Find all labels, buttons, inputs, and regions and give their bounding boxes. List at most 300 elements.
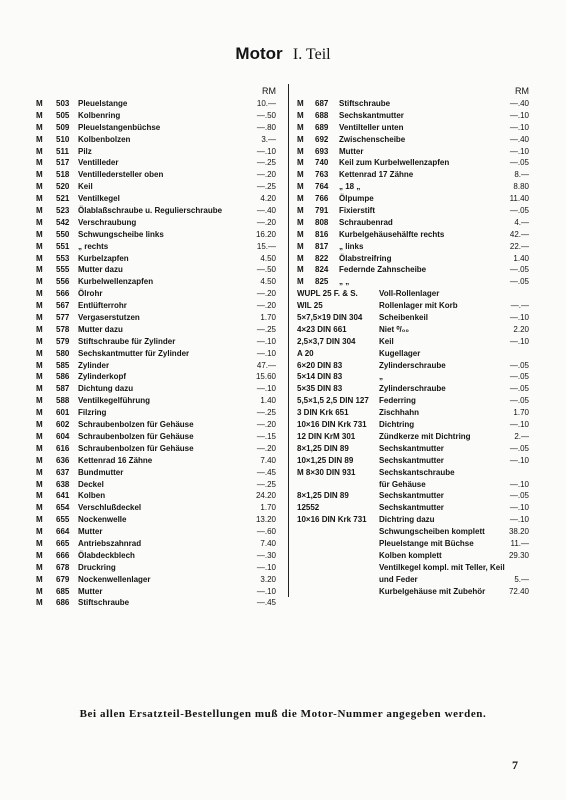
part-number: 503 [56,99,70,108]
part-name: „ [379,372,383,382]
part-name: Bundmutter [78,467,124,477]
part-price: —.40 [256,206,276,216]
part-code: M [297,158,304,168]
part-row [36,264,276,276]
part-code: M [36,324,43,334]
part-code: M [36,241,43,251]
part-code: M [36,158,43,168]
part-name: Schraubenbolzen für Gehäuse [78,443,194,453]
part-price: —.10 [509,479,529,489]
part-price: 1.70 [260,503,276,513]
part-code: M [36,229,43,239]
part-name: Nockenwelle [78,515,127,525]
part-name: Schwungscheibe links [78,229,164,239]
part-price: —.05 [509,277,529,287]
part-number: 638 [56,479,70,489]
part-name: Antriebszahnrad [78,538,142,548]
part-price: 10.— [256,99,276,108]
part-name: Pleuelstange [78,99,128,108]
part-number: 567 [56,301,70,311]
part-row [36,514,276,526]
part-row [291,443,529,455]
part-number: 664 [56,527,70,537]
part-row [36,253,276,265]
part-code: 10×16 DIN Krk 731 [297,515,367,525]
part-name: Sechskantmutter für Zylinder [78,348,190,358]
part-name: Kolbenbolzen [78,134,131,144]
part-code: M [36,206,43,216]
part-price: —.30 [256,550,276,560]
part-row [36,193,276,205]
part-name: Mutter dazu [78,265,123,275]
part-code: M [36,134,43,144]
part-price: —.05 [509,443,529,453]
part-code: M [297,122,304,132]
part-price: 4.50 [260,277,276,287]
part-price: —.05 [509,384,529,394]
part-code: M [36,574,43,584]
part-row [36,479,276,491]
part-number: 578 [56,324,70,334]
part-code: M [297,206,304,216]
part-code: M [36,265,43,275]
part-row [36,98,276,110]
part-row [291,181,529,193]
part-code: 10×1,25 DIN 89 [297,455,354,465]
part-number: 817 [315,241,329,251]
part-name: Federring [379,396,416,406]
part-name: Keil zum Kurbelwellenzapfen [339,158,450,168]
part-price: —.05 [509,265,529,275]
part-number: 641 [56,491,70,501]
currency-header-right: RM [515,86,529,96]
part-code: M [297,265,304,275]
part-name: Verschraubung [78,217,137,227]
part-name: Sechskantmutter [379,443,444,453]
part-row [291,98,529,110]
part-code: M [297,110,304,120]
part-number: 692 [315,134,329,144]
part-row [291,229,529,241]
part-code: M [297,170,304,180]
part-price: —.05 [509,396,529,406]
part-name: Mutter [339,146,364,156]
part-number: 550 [56,229,70,239]
part-row [36,538,276,550]
part-name: „ 18 „ [339,182,361,192]
part-name: Kolben [78,491,106,501]
part-name: Ventilteller unten [339,122,404,132]
part-row [36,395,276,407]
part-number: 825 [315,277,329,287]
part-number: 688 [315,110,329,120]
part-price: —.10 [509,146,529,156]
part-name: Zylinderschraube [379,360,446,370]
part-row [291,110,529,122]
part-name: Kettenrad 17 Zähne [339,170,414,180]
part-number: 685 [56,586,70,596]
part-row [36,169,276,181]
part-row [291,562,529,574]
part-code: M [36,408,43,418]
part-code: M [36,253,43,263]
part-price: —.10 [256,384,276,394]
part-name: Ventilleder [78,158,119,168]
part-number: 686 [56,598,70,608]
part-name: Kurbelgehäusehälfte rechts [339,229,445,239]
part-code: M [297,241,304,251]
part-price: —.40 [509,134,529,144]
part-row [36,300,276,312]
part-number: 587 [56,384,70,394]
part-row [36,324,276,336]
part-row [36,157,276,169]
part-price: —.05 [509,491,529,501]
part-number: 510 [56,134,70,144]
part-code: M [36,562,43,572]
part-row [291,300,529,312]
part-price: —.25 [256,158,276,168]
part-row [291,455,529,467]
part-code: M [36,217,43,227]
part-row [291,371,529,383]
part-price: —.— [510,301,529,311]
part-code: M [36,99,43,108]
part-price: 72.40 [508,586,529,596]
part-name: Sechskantschraube [379,467,455,477]
part-name: Pleuelstange mit Büchse [379,538,474,548]
part-row [291,324,529,336]
title-main: Motor [235,44,283,63]
part-code: 2,5×3,7 DIN 304 [297,336,356,346]
part-row [36,467,276,479]
part-price: 1.40 [513,253,529,263]
part-price: 16.20 [255,229,276,239]
part-number: 602 [56,420,70,430]
part-price: —.05 [509,158,529,168]
part-name: Kugellager [379,348,421,358]
part-code: M [297,217,304,227]
part-row [291,490,529,502]
part-row [36,181,276,193]
page-title [0,44,566,65]
part-row [36,455,276,467]
part-row [291,241,529,253]
part-number: 740 [315,158,329,168]
part-number: 518 [56,170,70,180]
part-code: M [297,99,304,108]
part-code: M [36,301,43,311]
part-name: Kolbenring [78,110,121,120]
part-code: M [36,146,43,156]
part-code: M 8×30 DIN 931 [297,467,356,477]
right-parts-column [288,84,529,597]
part-price: —.20 [256,217,276,227]
part-name: Zylinderkopf [78,372,127,382]
part-row [36,205,276,217]
part-number: 517 [56,158,70,168]
part-row [291,193,529,205]
part-number: 520 [56,182,70,192]
part-name: Druckring [78,562,116,572]
part-price: 38.20 [508,527,529,537]
right-parts-list [291,98,529,597]
part-price: —.45 [256,598,276,608]
part-row [36,586,276,598]
part-number: 566 [56,289,70,299]
part-number: 505 [56,110,70,120]
part-name: Keil [379,336,394,346]
part-row [291,502,529,514]
part-code: M [36,170,43,180]
part-code: 8×1,25 DIN 89 [297,443,349,453]
part-price: 29.30 [508,550,529,560]
part-row [291,264,529,276]
part-price: —.05 [509,372,529,382]
part-row [36,371,276,383]
part-row [291,395,529,407]
part-name: für Gehäuse [379,479,426,489]
page-number: 7 [512,758,518,772]
part-number: 521 [56,194,70,204]
part-code: M [36,313,43,323]
part-price: —.05 [509,360,529,370]
part-row [291,467,529,479]
part-row [36,407,276,419]
currency-header-left: RM [262,86,276,96]
part-row [36,348,276,360]
part-price: —.10 [509,503,529,513]
part-row [36,336,276,348]
part-number: 654 [56,503,70,513]
part-number: 824 [315,265,329,275]
part-code: M [297,277,304,287]
part-row [36,574,276,586]
part-price: 7.40 [260,538,276,548]
part-price: 3.— [261,134,276,144]
part-code: M [36,194,43,204]
part-name: Sechskantmutter [379,455,444,465]
part-row [291,538,529,550]
part-number: 601 [56,408,70,418]
part-code: WIL 25 [297,301,323,311]
part-number: 808 [315,217,329,227]
part-number: 579 [56,336,70,346]
part-code: A 20 [297,348,314,358]
part-price: —.25 [256,182,276,192]
part-price: —.10 [256,586,276,596]
part-code: 6×20 DIN 83 [297,360,343,370]
part-row [36,110,276,122]
part-row [291,586,529,598]
part-name: Stiftschraube [339,99,391,108]
part-name: Zylinderschraube [379,384,446,394]
part-number: 822 [315,253,329,263]
part-code: 4×23 DIN 661 [297,324,347,334]
part-row [36,419,276,431]
part-number: 509 [56,122,70,132]
part-price: —.40 [509,99,529,108]
part-row [36,360,276,372]
part-row [291,169,529,181]
part-number: 551 [56,241,70,251]
part-row [36,490,276,502]
part-name: Zylinder [78,360,110,370]
part-number: 555 [56,265,70,275]
part-number: 689 [315,122,329,132]
part-number: 678 [56,562,70,572]
part-name: Sechskantmutter [379,491,444,501]
part-row [291,419,529,431]
part-number: 636 [56,455,70,465]
part-price: 15.— [256,241,276,251]
part-number: 763 [315,170,329,180]
part-code: M [297,134,304,144]
part-price: 4.20 [260,194,276,204]
part-row [291,312,529,324]
part-code: M [36,348,43,358]
part-price: 1.70 [260,313,276,323]
part-name: Nockenwellenlager [78,574,151,584]
part-row [36,276,276,288]
part-price: —.10 [256,146,276,156]
part-number: 580 [56,348,70,358]
part-number: 679 [56,574,70,584]
part-code: M [297,253,304,263]
part-number: 604 [56,431,70,441]
part-price: —.10 [256,348,276,358]
part-code: M [36,527,43,537]
part-price: 3.20 [260,574,276,584]
part-number: 511 [56,146,69,156]
part-code: M [36,420,43,430]
part-price: 4.50 [260,253,276,263]
part-price: —.45 [256,467,276,477]
part-code: M [36,550,43,560]
part-name: Vergaserstutzen [78,313,140,323]
part-row [291,514,529,526]
part-number: 766 [315,194,329,204]
part-price: —.10 [509,122,529,132]
part-name: Kurbelgehäuse mit Zubehör [379,586,486,596]
part-name: Kurbelzapfen [78,253,129,263]
part-price: —.10 [256,336,276,346]
part-price: 8.— [514,170,529,180]
part-number: 816 [315,229,329,239]
part-code: 12 DIN KrM 301 [297,431,356,441]
part-name: Schraubenbolzen für Gehäuse [78,420,194,430]
part-code: M [297,182,304,192]
part-name: Zündkerze mit Dichtring [379,431,471,441]
part-code: M [36,110,43,120]
part-row [36,550,276,562]
part-row [291,157,529,169]
part-row [291,360,529,372]
part-row [36,443,276,455]
part-row [36,217,276,229]
part-number: 687 [315,99,329,108]
part-name: Mutter [78,586,103,596]
part-row [291,574,529,586]
part-row [291,550,529,562]
part-name: „ rechts [78,241,109,251]
part-number: 523 [56,206,70,216]
part-code: M [36,479,43,489]
part-name: Rollenlager mit Korb [379,301,458,311]
part-name: „ links [339,241,364,251]
part-row [36,597,276,609]
part-name: und Feder [379,574,418,584]
part-number: 655 [56,515,70,525]
part-number: 586 [56,372,70,382]
part-code: 3 DIN Krk 651 [297,408,349,418]
part-number: 693 [315,146,329,156]
part-name: Ventilledersteller oben [78,170,164,180]
part-code: M [297,146,304,156]
part-code: 10×16 DIN Krk 731 [297,420,367,430]
part-price: 24.20 [255,491,276,501]
part-name: Kettenrad 16 Zähne [78,455,153,465]
part-row [291,276,529,288]
part-number: 616 [56,443,70,453]
part-name: Zwischenscheibe [339,134,406,144]
part-row [291,431,529,443]
part-number: 665 [56,538,70,548]
part-code: M [36,289,43,299]
part-name: Mutter dazu [78,324,123,334]
part-name: Sechskantmutter [339,110,404,120]
part-row [36,122,276,134]
part-code: M [36,491,43,501]
part-row [36,146,276,158]
part-price: —.10 [256,562,276,572]
part-code: M [36,396,43,406]
part-price: —.10 [509,455,529,465]
part-price: —.20 [256,301,276,311]
part-price: 8.80 [513,182,529,192]
part-name: Schraubenbolzen für Gehäuse [78,431,194,441]
part-code: M [297,229,304,239]
part-price: —.20 [256,420,276,430]
part-name: Scheibenkeil [379,313,428,323]
part-name: Niet ⁰/₀₀ [379,324,409,334]
part-code: M [36,384,43,394]
part-name: Voll-Rollenlager [379,289,440,299]
part-price: —.10 [509,336,529,346]
part-price: —.60 [256,527,276,537]
part-code: M [36,598,43,608]
part-name: Keil [78,182,93,192]
part-name: Dichtring dazu [379,515,435,525]
part-code: M [36,431,43,441]
part-row [36,312,276,324]
part-code: 5×35 DIN 83 [297,384,343,394]
part-price: —.50 [256,110,276,120]
part-name: Fixierstift [339,206,376,216]
part-row [36,502,276,514]
part-code: 5×7,5×19 DIN 304 [297,313,363,323]
part-name: Stiftschraube [78,598,130,608]
part-name: Sechskantmutter [379,503,444,513]
part-code: M [36,372,43,382]
part-name: Kolben komplett [379,550,442,560]
part-row [291,288,529,300]
part-name: Pleuelstangenbüchse [78,122,161,132]
part-name: Ventilkegelführung [78,396,151,406]
left-parts-list [36,98,276,609]
part-row [291,348,529,360]
part-name: Ölrohr [78,289,103,299]
